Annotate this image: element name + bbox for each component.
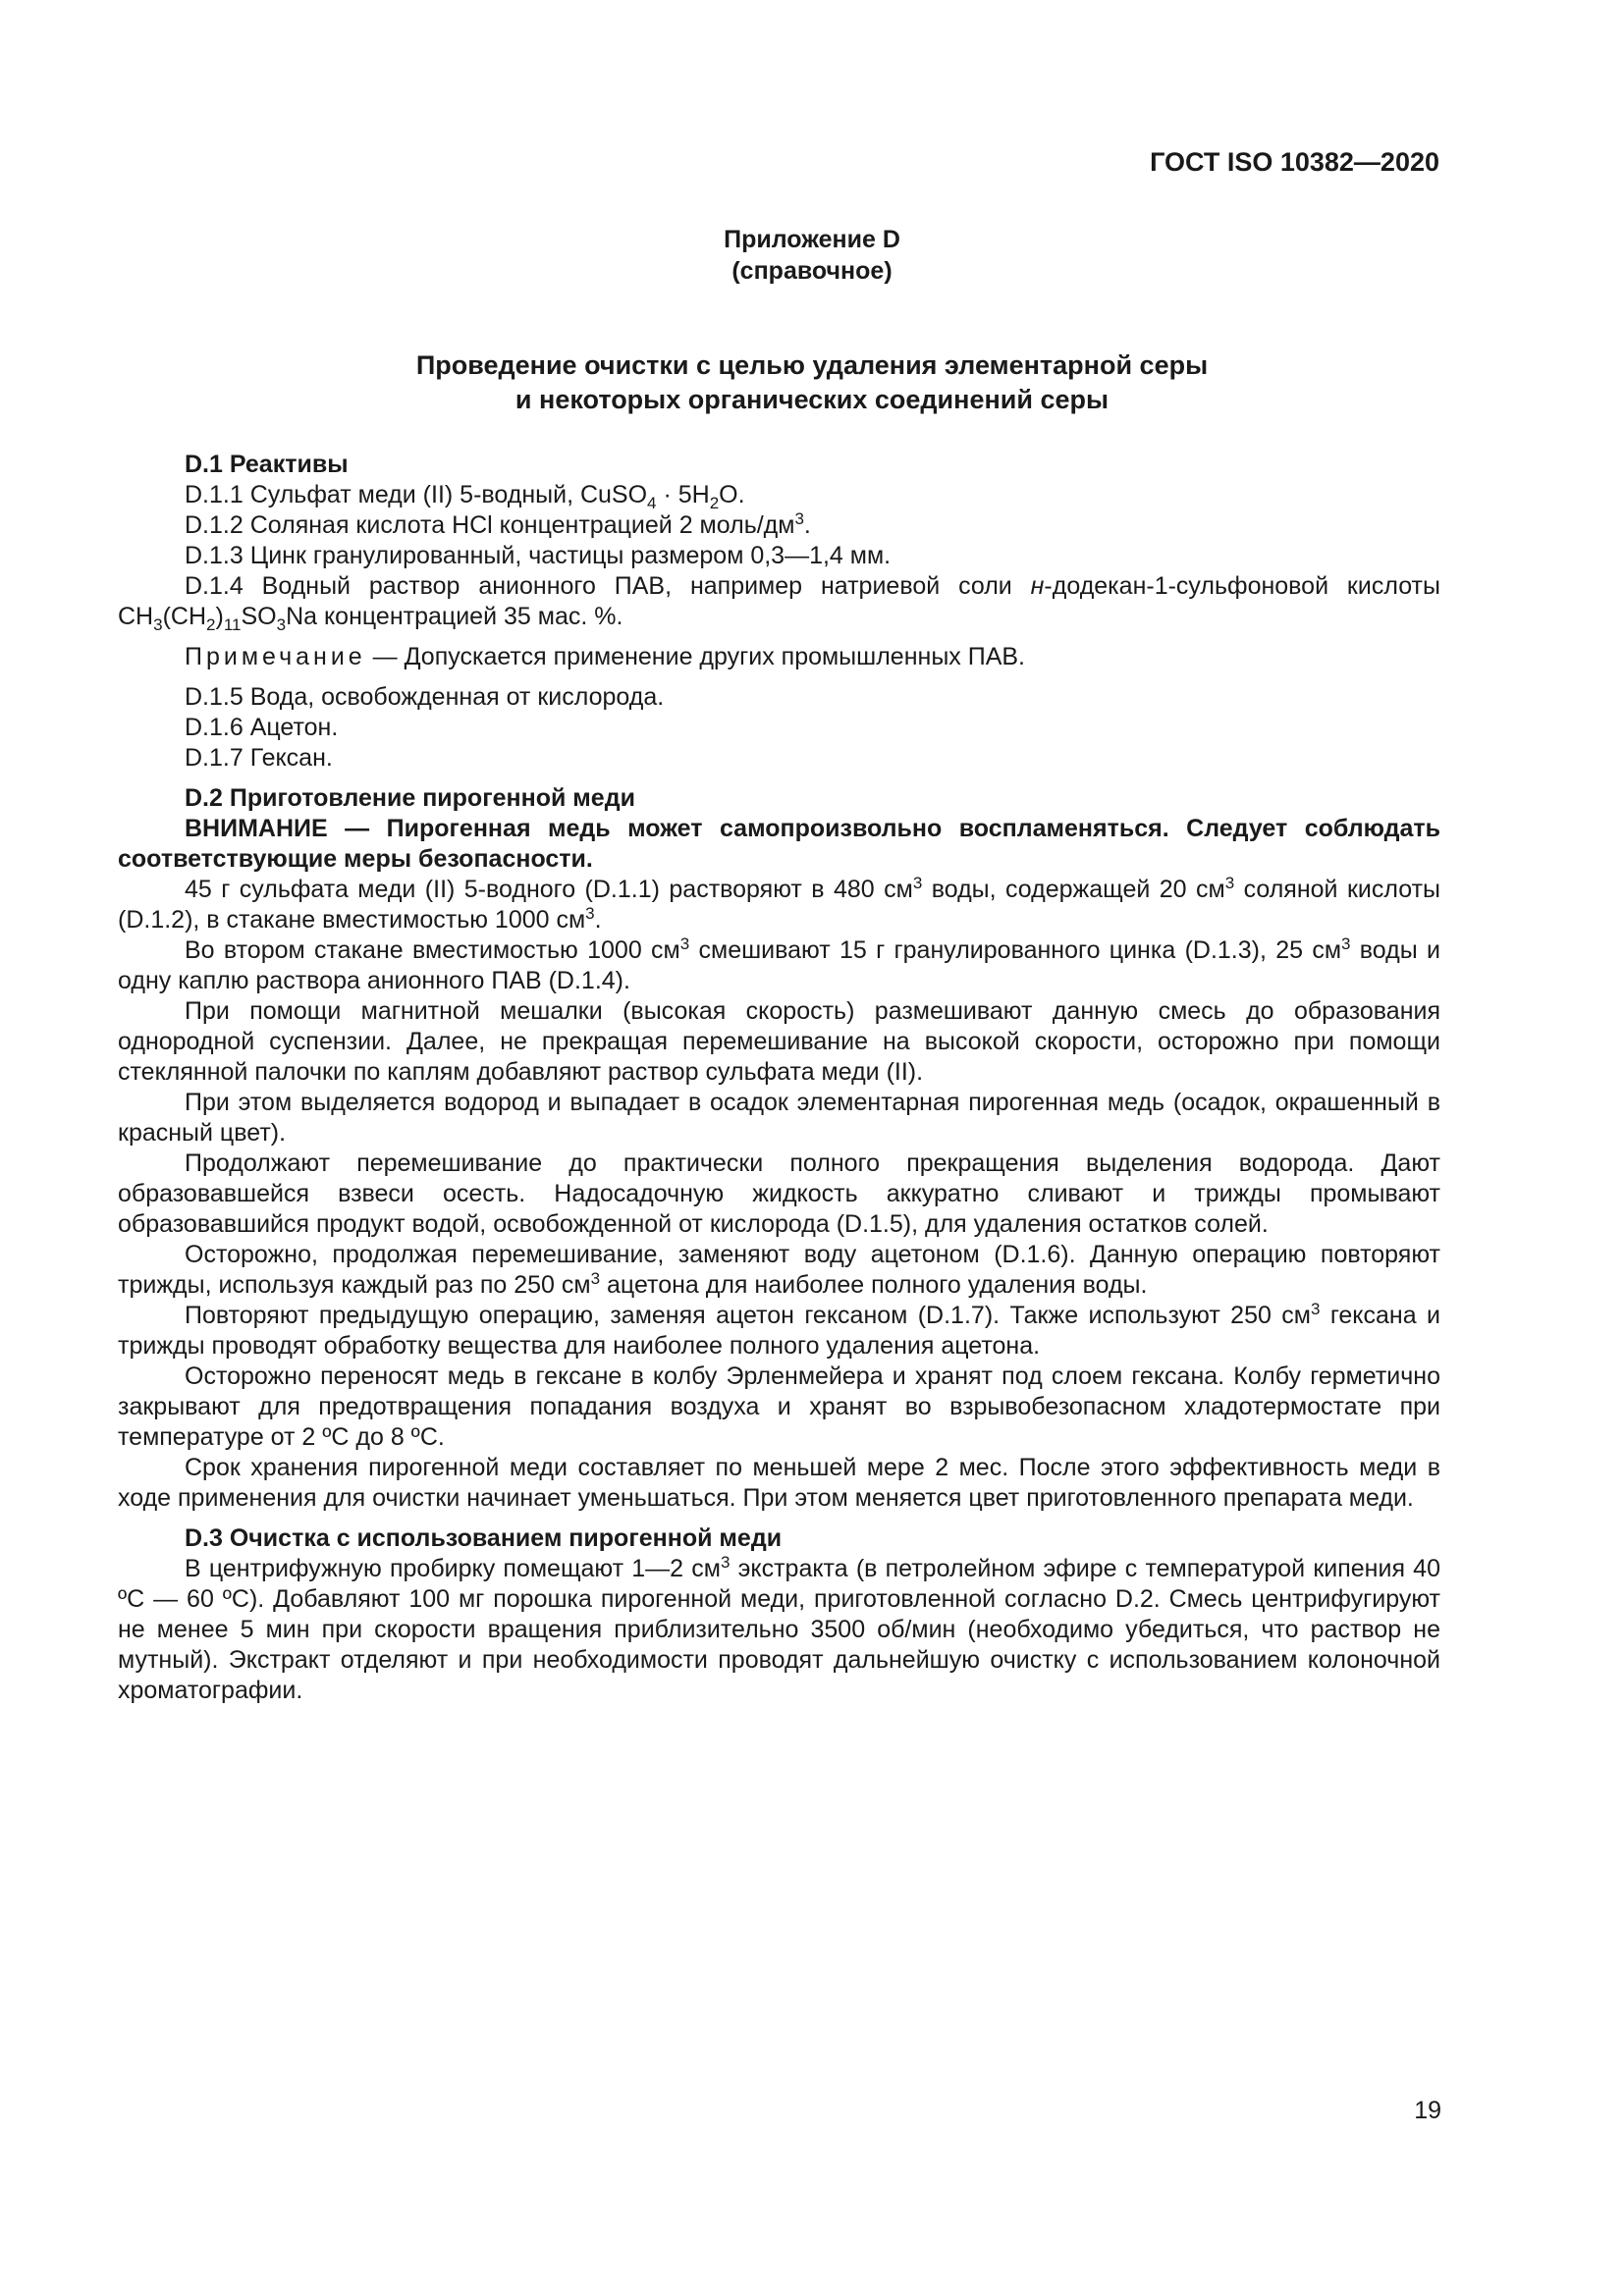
section-heading-d3: D.3 Очистка с использованием пирогенной меди <box>185 1524 783 1552</box>
document-body <box>118 450 1440 1706</box>
reagent-d1-4: D.1.4 Водный раствор анионного ПАВ, например натриевой соли н-додекан-1-сульфоновой кислоты $CH_3(CH_2)_{11}SO_3Na$ концентрацией 35 мас. %. <box>118 572 1440 634</box>
paragraph-d2-9: Срок хранения пирогенной меди составляет по меньшей мере 2 мес. После этого эффективность меди в ходе применения для очистки начинает уменьшаться. При этом меняется цвет приготовленного препарата меди. <box>118 1454 1440 1512</box>
paragraph-d2-1: 45 г сульфата меди (II) 5-водного (D.1.1) растворяют в 480 $см^3$ воды, содержащей 20 $см^3$ соляной кислоты (D.1.2), в стакане вместимостью 1000 $см^3$. <box>118 874 1440 934</box>
paragraph-d2-7: Повторяют предыдущую операцию, заменяя ацетон гексаном (D.1.7). Также используют 250 $см^3$ гексана и трижды проводят обработку вещества для наиболее полного удаления ацетона. <box>118 1300 1440 1360</box>
paragraph-d2-8: Осторожно переносят медь в гексане в колбу Эрленмейера и хранят под слоем гексана. Колбу герметично закрывают для предотвращения попадания воздуха и хранят во взрывобезопасном хладотермостате при температуре от 2 ºС до 8 ºС. <box>118 1362 1440 1451</box>
note-text: — Допускается применение других промышленных ПАВ. <box>365 643 1025 670</box>
paragraph-d2-6: Осторожно, продолжая перемешивание, заменяют воду ацетоном (D.1.6). Данную операцию повторяют трижды, используя каждый раз по 250 $см^3$ ацетона для наиболее полного удаления воды. <box>118 1241 1440 1299</box>
reagent-d1-1: D.1.1 Сульфат меди (II) 5-водный, CuSO$_4$ · $5H_2O$. <box>185 481 745 512</box>
annex-label: Приложение D <box>724 226 900 253</box>
paragraph-d3-1: В центрифужную пробирку помещают 1—2 $см^3$ экстракта (в петролейном эфире с температурой кипения 40 ºС — 60 ºС). Добавляют 100 мг порошка пирогенной меди, приготовленной согласно D.2. Смесь центрифугируют не менее 5 мин при скорости вращения приблизительно 3500 об/мин (необходимо убедиться, что раствор не мутный). Экстракт отделяют и при необходимости проводят дальнейшую очистку с использованием колоночной хроматографии. <box>118 1553 1440 1704</box>
section-heading-d2: D.2 Приготовление пирогенной меди <box>185 784 635 812</box>
annex-title-line-2: и некоторых органических соединений серы <box>514 385 1110 414</box>
reagent-d1-6: D.1.6 Ацетон. <box>185 714 339 741</box>
reagent-d1-5: D.1.5 Вода, освобожденная от кислорода. <box>185 683 665 711</box>
annex-heading <box>0 224 1624 287</box>
annex-title <box>0 348 1624 417</box>
page-number: 19 <box>1414 2097 1441 2124</box>
annex-title-line-1: Проведение очистки с целью удаления элементарной серы <box>415 350 1209 380</box>
paragraph-d2-4: При этом выделяется водород и выпадает в осадок элементарная пирогенная медь (осадок, окрашенный в красный цвет). <box>118 1089 1440 1147</box>
note <box>118 642 1440 672</box>
warning-text: ВНИМАНИЕ — Пирогенная медь может самопроизвольно воспламеняться. Следует соблюдать соответствующие меры безопасности. <box>118 815 1440 873</box>
section-heading-d1: D.1 Реактивы <box>185 451 349 478</box>
note-label: Примечание <box>185 643 366 670</box>
paragraph-d2-2: Во втором стакане вместимостью 1000 $см^3$ смешивают 15 г гранулированного цинка (D.1.3), 25 $см^3$ воды и одну каплю раствора анионного ПАВ (D.1.4). <box>118 934 1440 994</box>
reagent-d1-3: D.1.3 Цинк гранулированный, частицы размером 0,3—1,4 мм. <box>185 542 892 569</box>
reagent-d1-2: D.1.2 Соляная кислота HCl концентрацией 2 моль/$дм^3$. <box>185 509 811 539</box>
paragraph-d2-3: При помощи магнитной мешалки (высокая скорость) размешивают данную смесь до образования однородной суспензии. Далее, не прекращая перемешивание на высокой скорости, осторожно при помощи стеклянной палочки по каплям добавляют раствор сульфата меди (II). <box>118 997 1440 1086</box>
annex-status: (справочное) <box>731 257 893 285</box>
standard-designation: ГОСТ ISO 10382—2020 <box>1150 147 1439 177</box>
paragraph-d2-5: Продолжают перемешивание до практически полного прекращения выделения водорода. Дают образовавшейся взвеси осесть. Надосадочную жидкость аккуратно сливают и трижды промывают образовавшийся продукт водой, освобожденной от кислорода (D.1.5), для удаления остатков солей. <box>118 1149 1440 1238</box>
reagent-d1-7: D.1.7 Гексан. <box>185 744 333 772</box>
